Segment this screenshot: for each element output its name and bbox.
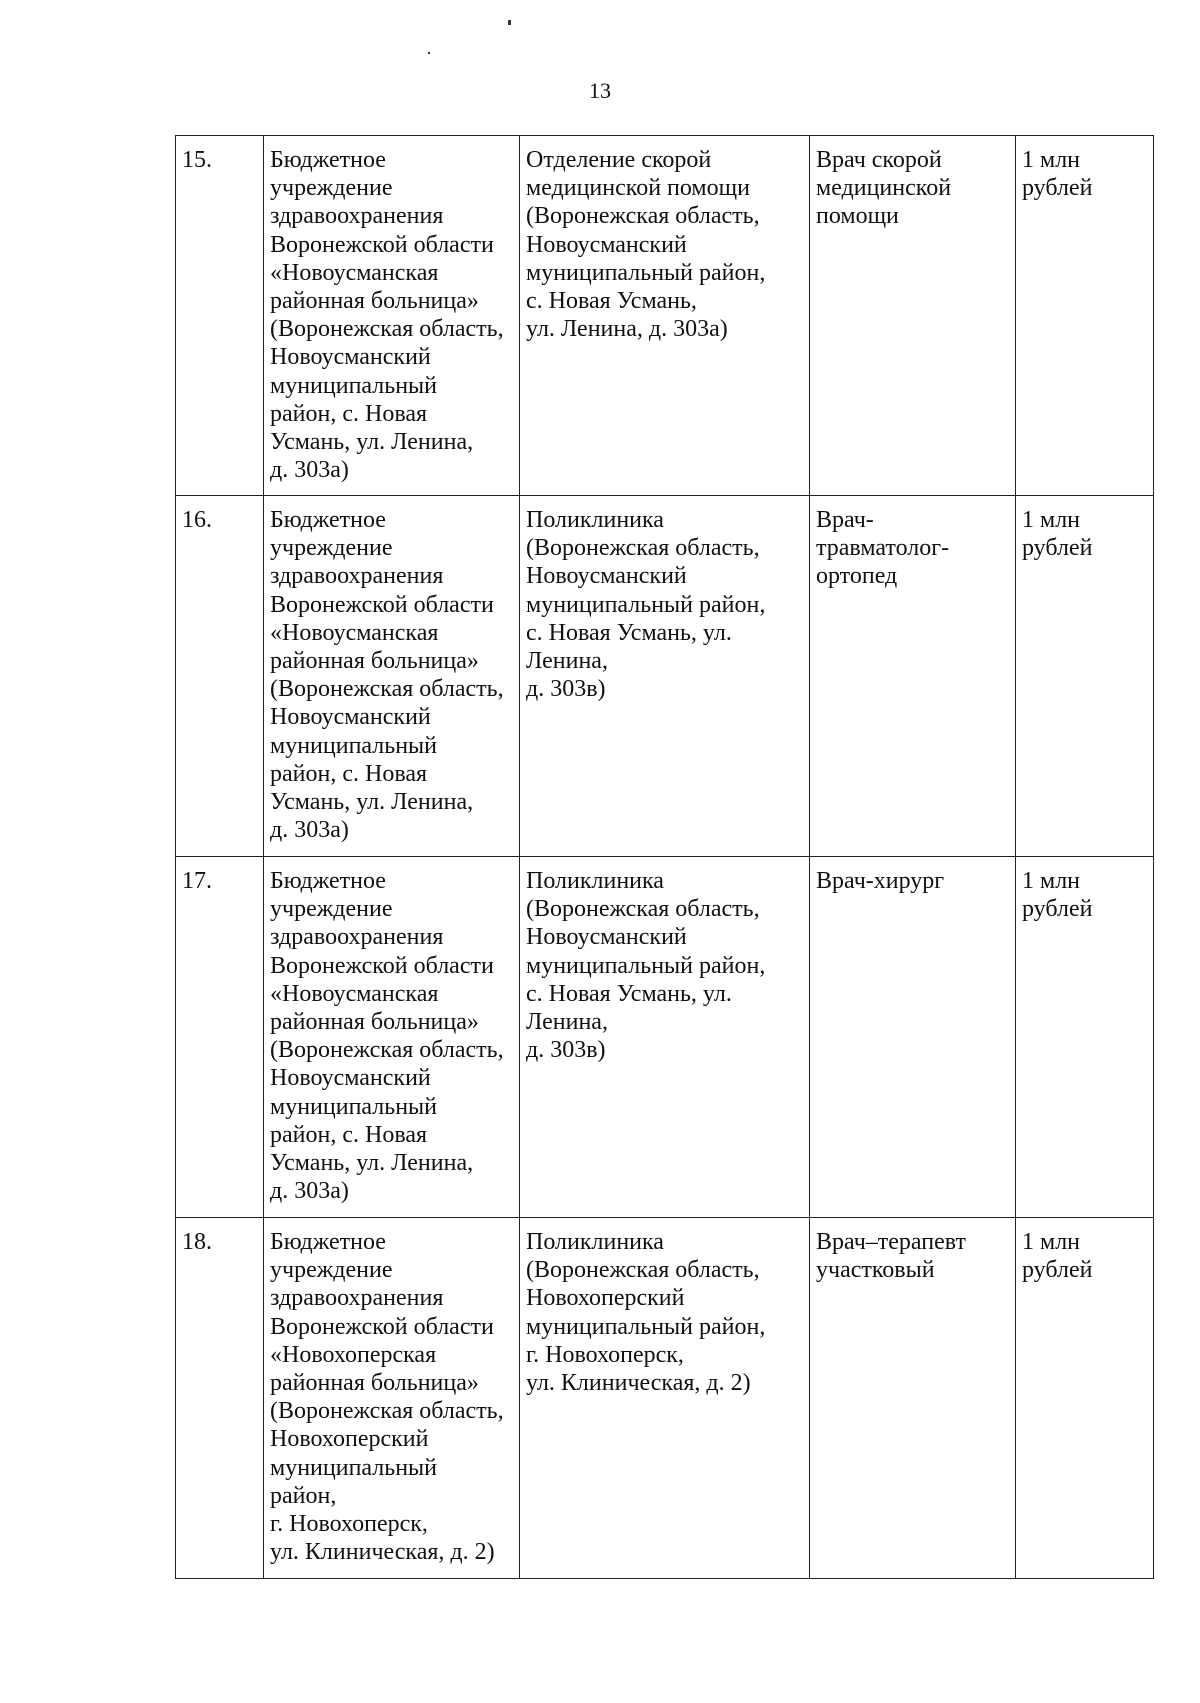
position-cell: Врач- травматолог- ортопед bbox=[810, 496, 1016, 857]
amount-cell: 1 млн рублей bbox=[1016, 136, 1154, 496]
row-number: 16. bbox=[176, 496, 264, 857]
table-row bbox=[176, 136, 1154, 496]
department-cell: Отделение скорой медицинской помощи (Воронежская область, Новоусманский муниципальный район, с. Новая Усмань, ул. Ленина, д. 303а) bbox=[520, 136, 810, 496]
table-row bbox=[176, 496, 1154, 857]
positions-table bbox=[175, 135, 1154, 1579]
institution-cell: Бюджетное учреждение здравоохранения Воронежской области «Новоусманская районная больница» (Воронежская область, Новоусманский муниципальный район, с. Новая Усмань, ул. Ленина, д. 303а) bbox=[264, 496, 520, 857]
row-number: 17. bbox=[176, 857, 264, 1218]
department-cell: Поликлиника (Воронежская область, Новохоперский муниципальный район, г. Новохоперск, ул. Клиническая, д. 2) bbox=[520, 1218, 810, 1579]
amount-cell: 1 млн рублей bbox=[1016, 496, 1154, 857]
amount-cell: 1 млн рублей bbox=[1016, 1218, 1154, 1579]
page-number: 13 bbox=[589, 78, 611, 103]
position-cell: Врач-хирург bbox=[810, 857, 1016, 1218]
institution-cell: Бюджетное учреждение здравоохранения Воронежской области «Новоусманская районная больница» (Воронежская область, Новоусманский муниципальный район, с. Новая Усмань, ул. Ленина, д. 303а) bbox=[264, 136, 520, 496]
scan-speck bbox=[508, 20, 511, 25]
department-cell: Поликлиника (Воронежская область, Новоусманский муниципальный район, с. Новая Усмань, ул. Ленина, д. 303в) bbox=[520, 496, 810, 857]
amount-cell: 1 млн рублей bbox=[1016, 857, 1154, 1218]
institution-cell: Бюджетное учреждение здравоохранения Воронежской области «Новоусманская районная больница» (Воронежская область, Новоусманский муниципальный район, с. Новая Усмань, ул. Ленина, д. 303а) bbox=[264, 857, 520, 1218]
position-cell: Врач скорой медицинской помощи bbox=[810, 136, 1016, 496]
row-number: 18. bbox=[176, 1218, 264, 1579]
table-row bbox=[176, 857, 1154, 1218]
scan-speck bbox=[428, 52, 430, 54]
department-cell: Поликлиника (Воронежская область, Новоусманский муниципальный район, с. Новая Усмань, ул. Ленина, д. 303в) bbox=[520, 857, 810, 1218]
institution-cell: Бюджетное учреждение здравоохранения Воронежской области «Новохоперская районная больница» (Воронежская область, Новохоперский муниципальный район, г. Новохоперск, ул. Клиническая, д. 2) bbox=[264, 1218, 520, 1579]
position-cell: Врач–терапевт участковый bbox=[810, 1218, 1016, 1579]
table-row bbox=[176, 1218, 1154, 1579]
row-number: 15. bbox=[176, 136, 264, 496]
